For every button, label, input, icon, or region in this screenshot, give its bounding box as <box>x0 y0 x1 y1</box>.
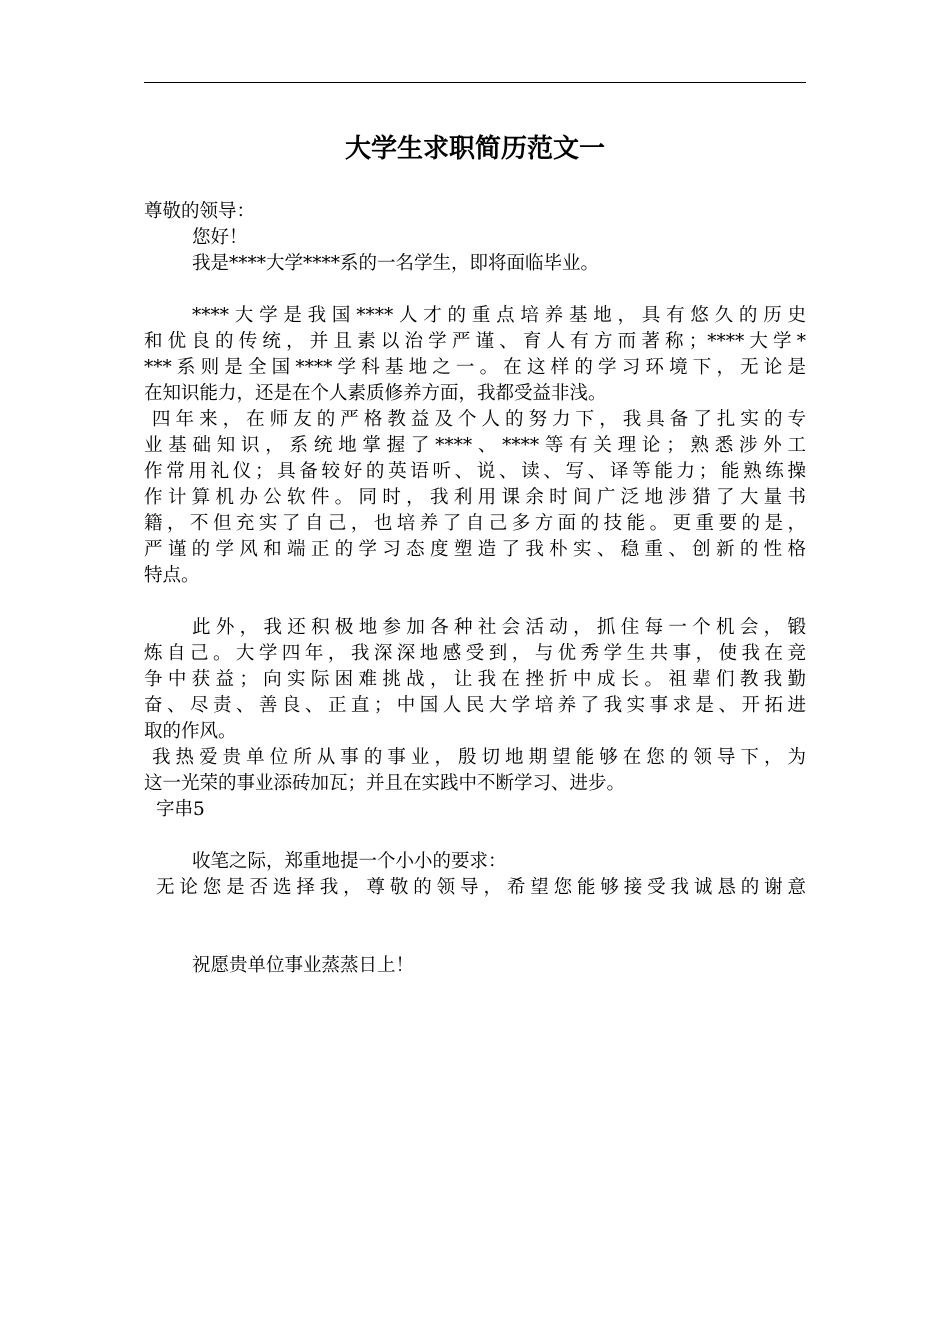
text-line: 炼自己。大学四年，我深深地感受到，与优秀学生共事，使我在竞 <box>144 643 806 664</box>
text-line: 严谨的学风和端正的学习态度塑造了我朴实、稳重、创新的性格 <box>144 539 806 560</box>
greeting: 您好！ <box>192 227 248 248</box>
paragraph-school <box>144 303 806 407</box>
paragraph-aspiration <box>144 745 806 797</box>
blank-line <box>144 901 806 927</box>
salutation: 尊敬的领导： <box>144 201 256 222</box>
text-line: ***系则是全国****学科基地之一。在这样的学习环境下，无论是 <box>144 357 806 378</box>
paragraph-skills <box>144 407 806 589</box>
blank-line <box>144 823 806 849</box>
document-title: 大学生求职简历范文一 <box>344 134 605 164</box>
text-line: 这一光荣的事业添砖加瓦；并且在实践中不断学习、进步。 <box>144 773 626 794</box>
blank-line <box>144 277 806 303</box>
text-line: 业基础知识，系统地掌握了****、****等有关理论；熟悉涉外工 <box>144 435 806 456</box>
text-line: 在知识能力，还是在个人素质修养方面，我都受益非浅。 <box>144 383 607 404</box>
letter-body <box>144 199 806 979</box>
string-marker: 字串5 <box>156 799 205 820</box>
blank-line <box>144 589 806 615</box>
text-line: 和优良的传统，并且素以治学严谨、育人有方而著称；****大学* <box>144 331 806 352</box>
text-line: 作常用礼仪；具备较好的英语听、说、读、写、译等能力；能熟练操 <box>144 461 806 482</box>
text-line: 作计算机办公软件。同时，我利用课余时间广泛地涉猎了大量书 <box>144 487 806 508</box>
closing-request: 收笔之际，郑重地提一个小小的要求： <box>192 851 507 872</box>
text-line: 我热爱贵单位所从事的事业，殷切地期望能够在您的领导下，为 <box>152 747 806 768</box>
closing-line: 无论您是否选择我，尊敬的领导，希望您能够接受我诚恳的谢意 <box>156 877 806 898</box>
blank-line <box>144 927 806 953</box>
text-line: ****大学是我国****人才的重点培养基地，具有悠久的历史 <box>192 305 806 326</box>
intro-line: 我是****大学****系的一名学生，即将面临毕业。 <box>192 253 600 274</box>
text-line: 特点。 <box>144 565 200 586</box>
text-line: 籍，不但充实了自己，也培养了自己多方面的技能。更重要的是， <box>144 513 806 534</box>
closing-wish: 祝愿贵单位事业蒸蒸日上！ <box>192 955 415 976</box>
text-line: 取的作风。 <box>144 721 237 742</box>
text-line: 四年来，在师友的严格教益及个人的努力下，我具备了扎实的专 <box>152 409 806 430</box>
paragraph-activities <box>144 615 806 745</box>
top-horizontal-rule <box>144 82 806 83</box>
text-line: 奋、尽责、善良、正直；中国人民大学培养了我实事求是、开拓进 <box>144 695 806 716</box>
text-line: 争中获益；向实际困难挑战，让我在挫折中成长。祖辈们教我勤 <box>144 669 806 690</box>
text-line: 此外，我还积极地参加各种社会活动，抓住每一个机会，锻 <box>192 617 806 638</box>
